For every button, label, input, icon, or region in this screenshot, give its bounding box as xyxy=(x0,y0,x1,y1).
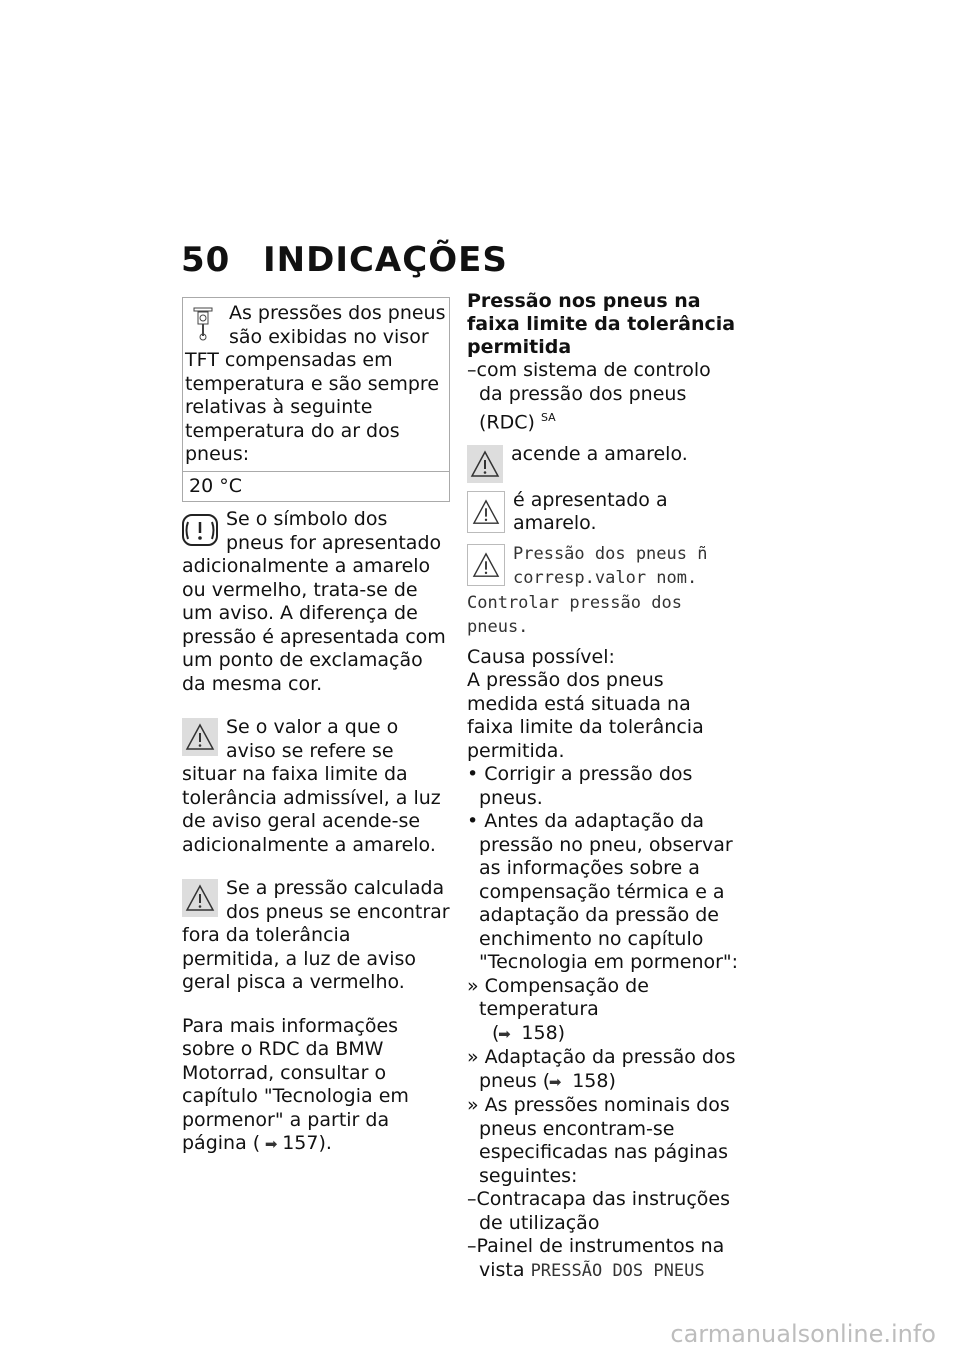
warning-triangle-icon xyxy=(182,718,218,756)
reference-item: » As pressões nominais dos pneus encontram-se especificadas nas páginas seguintes: xyxy=(467,1094,730,1187)
display-message-text: Pressão dos pneus ñ corresp.valor nom. Controlar pressão dos pneus. xyxy=(467,543,708,638)
left-column xyxy=(182,297,450,1177)
special-equipment-sup: SA xyxy=(540,411,556,424)
watermark: carmanualsonline.info xyxy=(670,1320,936,1348)
warning-triangle-icon xyxy=(182,879,218,917)
indicator-text: acende a amarelo. xyxy=(511,442,688,465)
paragraph-general-warning xyxy=(182,716,450,857)
page-reference[interactable]: 157). xyxy=(282,1132,332,1154)
tire-gauge-icon xyxy=(185,304,221,344)
cause-label: Causa possível: xyxy=(467,645,615,668)
page-reference-arrow-icon: ➡ xyxy=(498,1024,511,1043)
right-column xyxy=(467,290,739,1283)
bullet-item: • Corrigir a pressão dos pneus. xyxy=(467,763,693,809)
note-value: 20 °C xyxy=(183,471,449,502)
page-reference-arrow-icon: ➡ xyxy=(548,1072,562,1091)
paragraph-text: Se o símbolo dos pneus for apresentado adicionalmente a amarelo ou vermelho, trata-se de um aviso. A diferença de pressão é apresentada com um ponto de exclamação da mesma cor. xyxy=(182,508,446,695)
indicator-text: é apresentado a amarelo. xyxy=(513,488,668,535)
page-reference-arrow-icon: ➡ xyxy=(264,1135,278,1153)
note-box xyxy=(182,297,450,502)
page-reference[interactable]: 158) xyxy=(572,1069,616,1092)
reference-item: » Compensação de temperatura (➡ 158) xyxy=(467,975,739,1047)
paragraph-more-info: Para mais informações sobre o RDC da BMW Motorrad, consultar o capítulo "Tecnologia em pormenor" a partir da página ( ➡ 157). xyxy=(182,1015,450,1157)
dash-item xyxy=(467,1235,739,1283)
page-reference[interactable]: 158) xyxy=(521,1021,566,1044)
display-view-name: PRESSÃO DOS PNEUS xyxy=(530,1260,705,1281)
paragraph-pressure-outside xyxy=(182,877,450,995)
reference-text: » Adaptação da pressão dos pneus xyxy=(467,1046,736,1092)
paragraph-symbol xyxy=(182,508,450,696)
paragraph-text: Para mais informações sobre o RDC da BMW Motorrad, consultar o capítulo "Tecnologia em pormenor" a partir da página xyxy=(182,1014,409,1154)
reference-text: » Compensação de temperatura xyxy=(467,974,649,1021)
section-title: INDICAÇÕES xyxy=(263,240,508,280)
warning-triangle-outline-icon xyxy=(467,544,505,586)
warning-triangle-icon xyxy=(467,445,503,483)
paragraph-text: Se a pressão calculada dos pneus se encontrar fora da tolerância permitida, a luz de aviso geral pisca a vermelho. xyxy=(182,877,450,993)
tire-pressure-warning-icon xyxy=(182,510,218,550)
bullet-item: • Antes da adaptação da pressão no pneu, observar as informações sobre a compensação térmica e a adaptação da pressão de enchimento no capítulo "Tecnologia em pormenor": xyxy=(467,810,739,974)
display-message xyxy=(467,542,739,640)
indicator-row-1 xyxy=(467,443,739,483)
warning-triangle-outline-icon xyxy=(467,491,505,533)
page-number: 50 xyxy=(181,240,231,280)
note-text: As pressões dos pneus são exibidas no visor TFT compensadas em temperatura e são sempre relativas à seguinte temperatura do ar dos pneus: xyxy=(185,302,446,465)
dash-item: –Contracapa das instruções de utilização xyxy=(467,1188,730,1234)
indicator-row-2 xyxy=(467,489,739,536)
page-header xyxy=(181,240,508,280)
cause-text: A pressão dos pneus medida está situada na faixa limite da tolerância permitida. xyxy=(467,669,704,762)
condition-item xyxy=(467,359,739,435)
dash-text: –Painel de instrumentos na vista xyxy=(467,1235,725,1281)
reference-item: » Adaptação da pressão dos pneus (➡ 158) xyxy=(467,1046,739,1094)
paragraph-text: Se o valor a que o aviso se refere se situar na faixa limite da tolerância admissível, a luz de aviso geral acende-se adicionalmente a amarelo. xyxy=(182,716,441,856)
section-heading: Pressão nos pneus na faixa limite da tolerância permitida xyxy=(467,290,736,358)
condition-text: –com sistema de controlo da pressão dos pneus (RDC) xyxy=(467,359,711,434)
